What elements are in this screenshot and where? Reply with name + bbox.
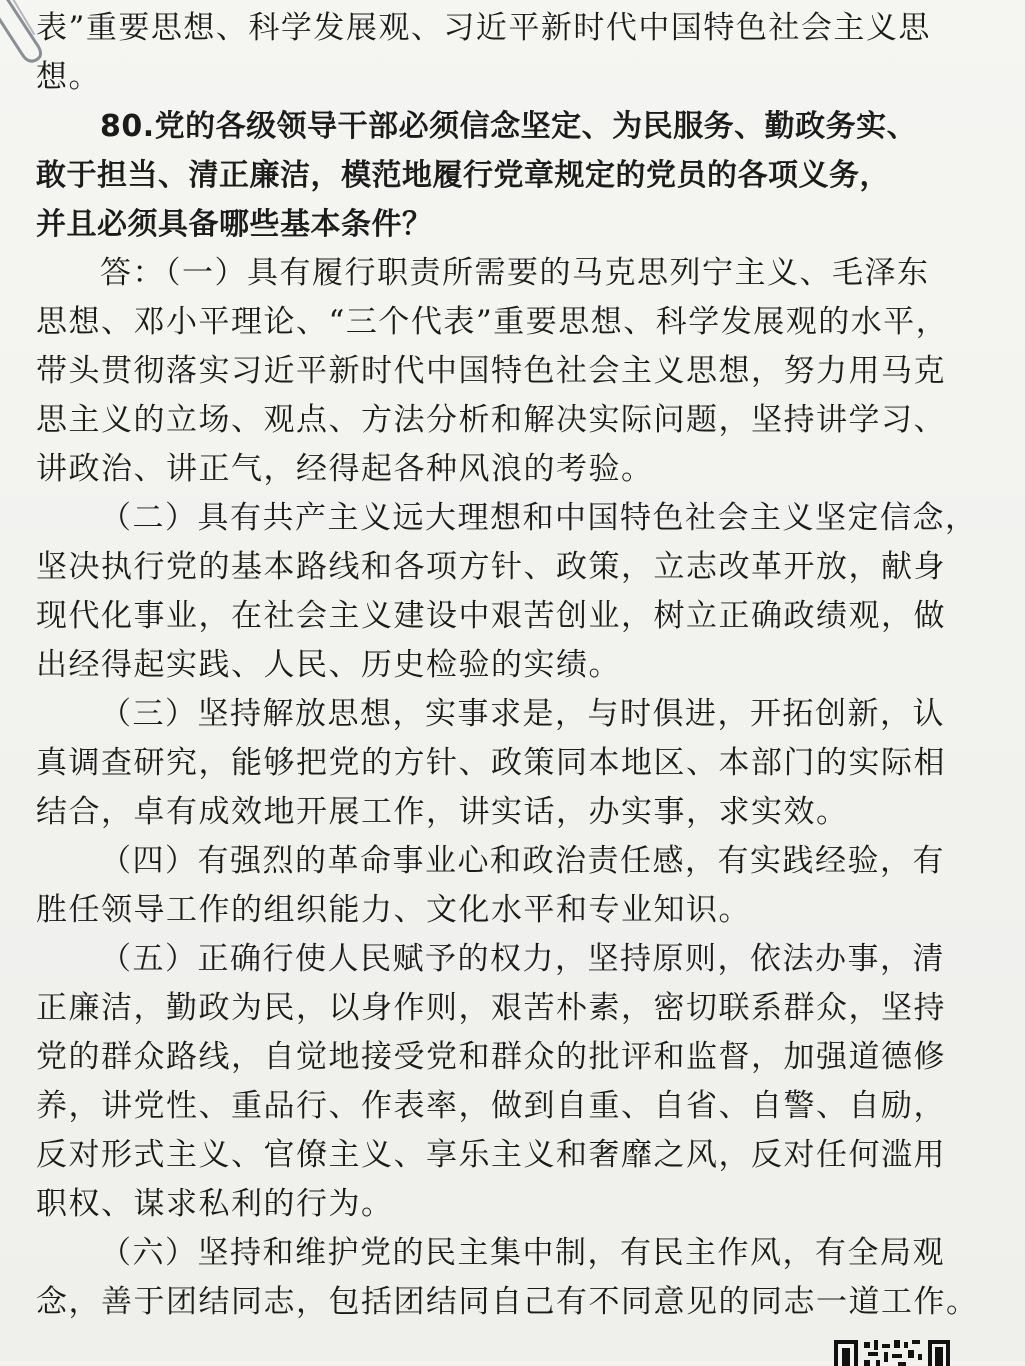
paragraph-line: 带头贯彻落实习近平新时代中国特色社会主义思想，努力用马克 [36,353,946,389]
paragraph-line: 党的群众路线，自觉地接受党和群众的批评和监督，加强道德修 [36,1039,946,1075]
paragraph-line: 职权、谋求私利的行为。 [36,1186,394,1222]
paragraph-line: （三）坚持解放思想，实事求是，与时俱进，开拓创新，认 [100,696,945,732]
paragraph-line: 坚决执行党的基本路线和各项方针、政策，立志改革开放，献身 [36,549,946,585]
paragraph-line: （五）正确行使人民赋予的权力，坚持原则，依法办事，清 [100,941,945,977]
paragraph-line: 想。 [36,59,101,95]
paragraph-line: 反对形式主义、官僚主义、享乐主义和奢靡之风，反对任何滥用 [36,1137,946,1173]
document-body [36,4,996,1327]
paragraph-line: 养，讲党性、重品行、作表率，做到自重、自省、自警、自励， [36,1088,946,1124]
paragraph-line: 真调查研究，能够把党的方针、政策同本地区、本部门的实际相 [36,745,946,781]
qr-code-icon [832,1336,952,1366]
paragraph-line: 结合，卓有成效地开展工作，讲实话，办实事，求实效。 [36,794,849,830]
paragraph-line: 现代化事业，在社会主义建设中艰苦创业，树立正确政绩观，做 [36,598,946,634]
paragraph-line: 出经得起实践、人民、历史检验的实绩。 [36,647,621,683]
paragraph-line: （四）有强烈的革命事业心和政治责任感，有实践经验，有 [100,843,945,879]
paragraph-line: 思主义的立场、观点、方法分析和解决实际问题，坚持讲学习、 [36,402,946,438]
paragraph-line: 思想、邓小平理论、“三个代表”重要思想、科学发展观的水平， [36,304,949,340]
question-line: 并且必须具备哪些基本条件？ [36,207,433,242]
paragraph-line: 念，善于团结同志，包括团结同自己有不同意见的同志一道工作。 [36,1284,979,1320]
question-line: 80.党的各级领导干部必须信念坚定、为民服务、勤政务实、 [100,109,918,144]
paragraph-line: 答：（一）具有履行职责所需要的马克思列宁主义、毛泽东 [100,255,930,291]
paragraph-line: 胜任领导工作的组织能力、文化水平和专业知识。 [36,892,751,928]
paragraph-line: （六）坚持和维护党的民主集中制，有民主作风，有全局观 [100,1235,945,1271]
paragraph-line: 表”重要思想、科学发展观、习近平新时代中国特色社会主义思 [36,10,931,46]
question-line: 敢于担当、清正廉洁，模范地履行党章规定的党员的各项义务， [36,158,890,193]
paragraph-line: （二）具有共产主义远大理想和中国特色社会主义坚定信念， [100,500,978,536]
paragraph-line: 正廉洁，勤政为民，以身作则，艰苦朴素，密切联系群众，坚持 [36,990,946,1026]
paragraph-line: 讲政治、讲正气，经得起各种风浪的考验。 [36,451,654,487]
